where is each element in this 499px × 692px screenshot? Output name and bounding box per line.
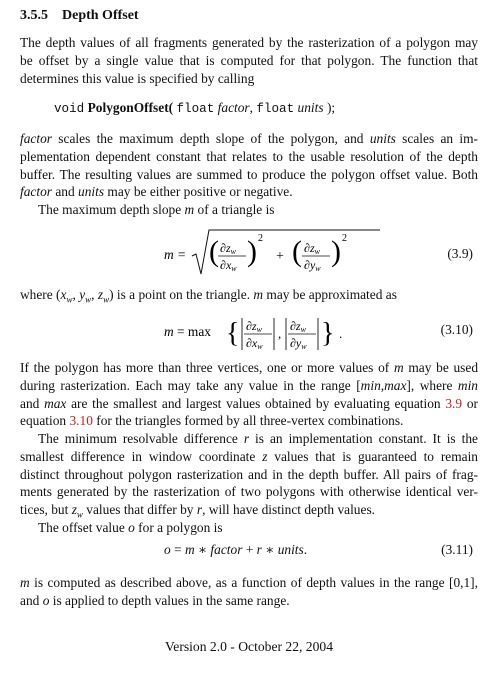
term: units: [78, 184, 105, 200]
text-line: determines this value is specified by calling: [20, 70, 255, 86]
eq-lhs: m = max: [164, 324, 211, 339]
variable: m: [20, 575, 30, 590]
variable: r: [243, 431, 250, 446]
exponent: 2: [342, 233, 347, 244]
text: where (: [20, 287, 61, 302]
text-line: The depth values of all fragments generated by the rasterization of a polygon may: [20, 35, 478, 50]
text-line: The minimum resolvable difference r is an implementation constant. It is the: [38, 431, 478, 446]
section-number: 3.5.5: [20, 8, 48, 23]
equation-3-11: [20, 540, 478, 562]
equation-number: (3.9): [447, 246, 473, 261]
text-line: [20, 183, 478, 201]
variable: min: [457, 377, 478, 393]
intro-paragraph: [20, 34, 478, 87]
term: factor: [20, 131, 52, 146]
text-line: buffer. The resulting values are summed to produce the polygon offset value. Both: [20, 166, 478, 182]
right-brace: }: [321, 318, 335, 349]
text: The maximum depth slope: [38, 202, 185, 218]
comma: ,: [278, 326, 282, 341]
text-line: tices, but $z_w$ values that differ by r, will have distinct depth values.: [20, 502, 376, 520]
text-line: be offset by a single value that is computed for that polygon. The function that: [20, 52, 478, 68]
equation-3-9-svg: [20, 224, 478, 280]
variable: r: [196, 502, 203, 518]
text: scales an im-: [395, 131, 479, 146]
text-line: [20, 201, 478, 219]
eq-lhs: m =: [164, 247, 187, 262]
right-paren: ): [247, 235, 257, 268]
variable: max: [44, 395, 67, 411]
text-line: m is computed as described above, as a function of depth values in the range [0,1],: [20, 575, 478, 590]
section-title: Depth Offset: [62, 8, 139, 23]
text-line: distinct throughout polygon rasterization and in the depth buffer. All pairs of frag-: [20, 466, 478, 482]
equation-3-10: [20, 308, 478, 356]
text: may be either positive or negative.: [104, 184, 293, 200]
text-line: [20, 286, 478, 304]
equation-number: (3.11): [441, 542, 473, 557]
paragraph: [20, 130, 478, 219]
param-type: float: [256, 102, 295, 116]
text-line: equation 3.10 for the triangles formed by all three-vertex combinations.: [20, 413, 404, 429]
equation-3-10-svg: [20, 308, 478, 356]
equation-link[interactable]: 3.10: [69, 413, 93, 429]
text: may be approximated as: [263, 287, 397, 302]
param-name: factor: [217, 100, 250, 115]
text-line: and max are the smallest and largest values obtained by evaluating equation 3.9 or: [20, 395, 478, 411]
text-line: The offset value o for a polygon is: [38, 519, 223, 535]
text: scales the maximum depth slope of the polygon, and: [52, 131, 370, 146]
text-line: during rasterization. Each may take any value in the range [min,max], where min: [20, 377, 478, 393]
variable: m: [393, 360, 404, 375]
text-line: If the polygon has more than three vertices, one or more values of m may be used: [20, 360, 479, 375]
text: and: [52, 184, 79, 200]
numerator: ∂zw: [290, 319, 306, 334]
numerator: ∂zw: [304, 241, 320, 256]
equation-expression: o = m ∗ factor + r ∗ units.: [164, 542, 308, 557]
variable: min,max: [360, 377, 407, 393]
equation-3-9: [20, 224, 478, 280]
left-paren: (: [292, 235, 302, 268]
variable: z: [262, 448, 268, 464]
text-line: smallest difference in window coordinate z values that is guaranteed to remain: [20, 448, 478, 464]
paragraph: [20, 286, 478, 304]
right-paren: ): [331, 235, 341, 268]
param-type: float: [176, 102, 215, 116]
prototype-end: );: [326, 100, 336, 115]
text-line: plementation dependent constant that relates to the usable resolution of the depth: [20, 148, 478, 164]
term: factor: [20, 184, 52, 200]
denominator: ∂yw: [304, 258, 321, 273]
variable: o: [128, 519, 135, 535]
denominator: ∂xw: [220, 258, 237, 273]
text-line: and o is applied to depth values in the same range.: [20, 592, 290, 608]
exponent: 2: [258, 233, 263, 244]
numerator: ∂zw: [246, 319, 262, 334]
left-brace: {: [226, 318, 240, 349]
variable: o: [42, 592, 50, 608]
text-line: ments generated by the rasterization of two polygons with otherwise identical ver-: [20, 484, 478, 500]
period: .: [339, 326, 343, 341]
page-footer: Version 2.0 - October 22, 2004: [164, 639, 333, 654]
left-paren: (: [209, 235, 219, 268]
plus-sign: +: [276, 249, 284, 264]
paragraph: [20, 574, 478, 610]
equation-link[interactable]: 3.9: [445, 395, 463, 411]
section-heading: [20, 8, 139, 24]
paragraph: [20, 359, 478, 430]
denominator: ∂yw: [290, 336, 307, 351]
separator: ,: [249, 100, 254, 115]
numerator: ∂zw: [220, 241, 236, 256]
text: of a triangle is: [194, 202, 275, 218]
text-line: [20, 130, 478, 148]
text: ) is a point on the triangle.: [109, 287, 254, 302]
function-name: PolygonOffset(: [87, 100, 174, 115]
function-prototype: [54, 100, 335, 116]
variable: m: [253, 287, 264, 302]
variable: $z_w$: [71, 502, 83, 520]
coordinates: $x_w$, $y_w$, $z_w$: [60, 287, 110, 305]
param-name: units: [297, 100, 324, 115]
equation-number: (3.10): [440, 322, 473, 337]
denominator: ∂xw: [246, 336, 263, 351]
return-type: void: [54, 102, 85, 116]
variable: m: [184, 202, 195, 218]
term: units: [369, 131, 396, 146]
paragraph: [20, 430, 478, 537]
